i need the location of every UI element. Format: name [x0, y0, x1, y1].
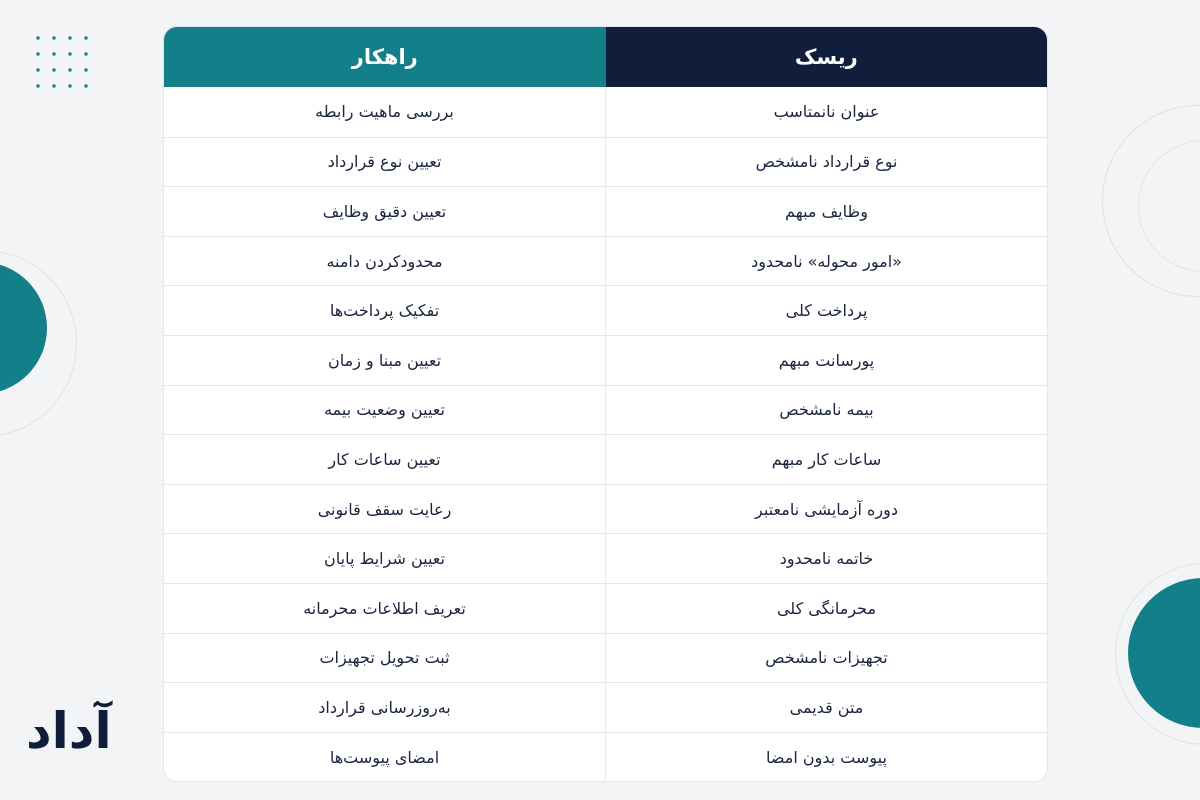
table-row: [164, 533, 1047, 583]
solution-cell: تعیین وضعیت بیمه: [324, 400, 445, 420]
table-row: [164, 682, 1047, 732]
risk-cell: ساعات کار مبهم: [605, 435, 1047, 484]
solution-cell: تعیین نوع قرارداد: [327, 152, 442, 172]
header-risk: ریسک: [606, 27, 1048, 87]
solution-cell: تعیین مبنا و زمان: [328, 350, 442, 370]
solution-cell: بررسی ماهیت رابطه: [315, 102, 454, 122]
solution-cell: امضای پیوست‌ها: [329, 747, 440, 767]
solution-cell: تعریف اطلاعات محرمانه: [303, 598, 466, 618]
solution-cell: تعیین دقیق وظایف: [322, 201, 447, 221]
table-row: [164, 137, 1047, 187]
risk-cell: خاتمه نامحدود: [605, 534, 1047, 583]
solution-cell: تعیین ساعات کار: [328, 449, 441, 469]
table-row: [164, 583, 1047, 633]
header-solution: راهکار: [164, 27, 606, 87]
solution-cell: به‌روزرسانی قرارداد: [318, 697, 451, 717]
table-row: [164, 633, 1047, 683]
solution-cell: رعایت سقف قانونی: [317, 499, 452, 519]
risk-cell: محرمانگی کلی: [605, 584, 1047, 633]
risk-cell: بیمه نامشخص: [605, 386, 1047, 435]
table-row: [164, 732, 1047, 782]
table-row: [164, 285, 1047, 335]
table-body: [164, 87, 1047, 781]
solution-cell: تفکیک پرداخت‌ها: [329, 301, 440, 321]
risk-cell: پیوست بدون امضا: [605, 733, 1047, 782]
solution-cell: ثبت تحویل تجهیزات: [319, 648, 450, 668]
risk-solution-table: [163, 26, 1048, 782]
table-row: [164, 87, 1047, 137]
table-row: [164, 186, 1047, 236]
risk-cell: دوره آزمایشی نامعتبر: [605, 485, 1047, 534]
risk-cell: «امور محوله» نامحدود: [605, 237, 1047, 286]
risk-cell: پرداخت کلی: [605, 286, 1047, 335]
risk-cell: متن قدیمی: [605, 683, 1047, 732]
table-header: [164, 27, 1047, 87]
risk-cell: وظایف مبهم: [605, 187, 1047, 236]
solution-cell: تعیین شرایط پایان: [324, 549, 445, 569]
table-row: [164, 236, 1047, 286]
table-row: [164, 385, 1047, 435]
brand-logo: آداد: [26, 702, 112, 760]
risk-cell: تجهیزات نامشخص: [605, 634, 1047, 683]
risk-cell: عنوان نانمتاسب: [605, 87, 1047, 137]
table-row: [164, 434, 1047, 484]
solution-cell: محدودکردن دامنه: [326, 251, 443, 271]
table-row: [164, 335, 1047, 385]
dot-grid-decoration: [30, 30, 94, 100]
table-row: [164, 484, 1047, 534]
risk-cell: پورسانت مبهم: [605, 336, 1047, 385]
risk-cell: نوع قرارداد نامشخص: [605, 138, 1047, 187]
